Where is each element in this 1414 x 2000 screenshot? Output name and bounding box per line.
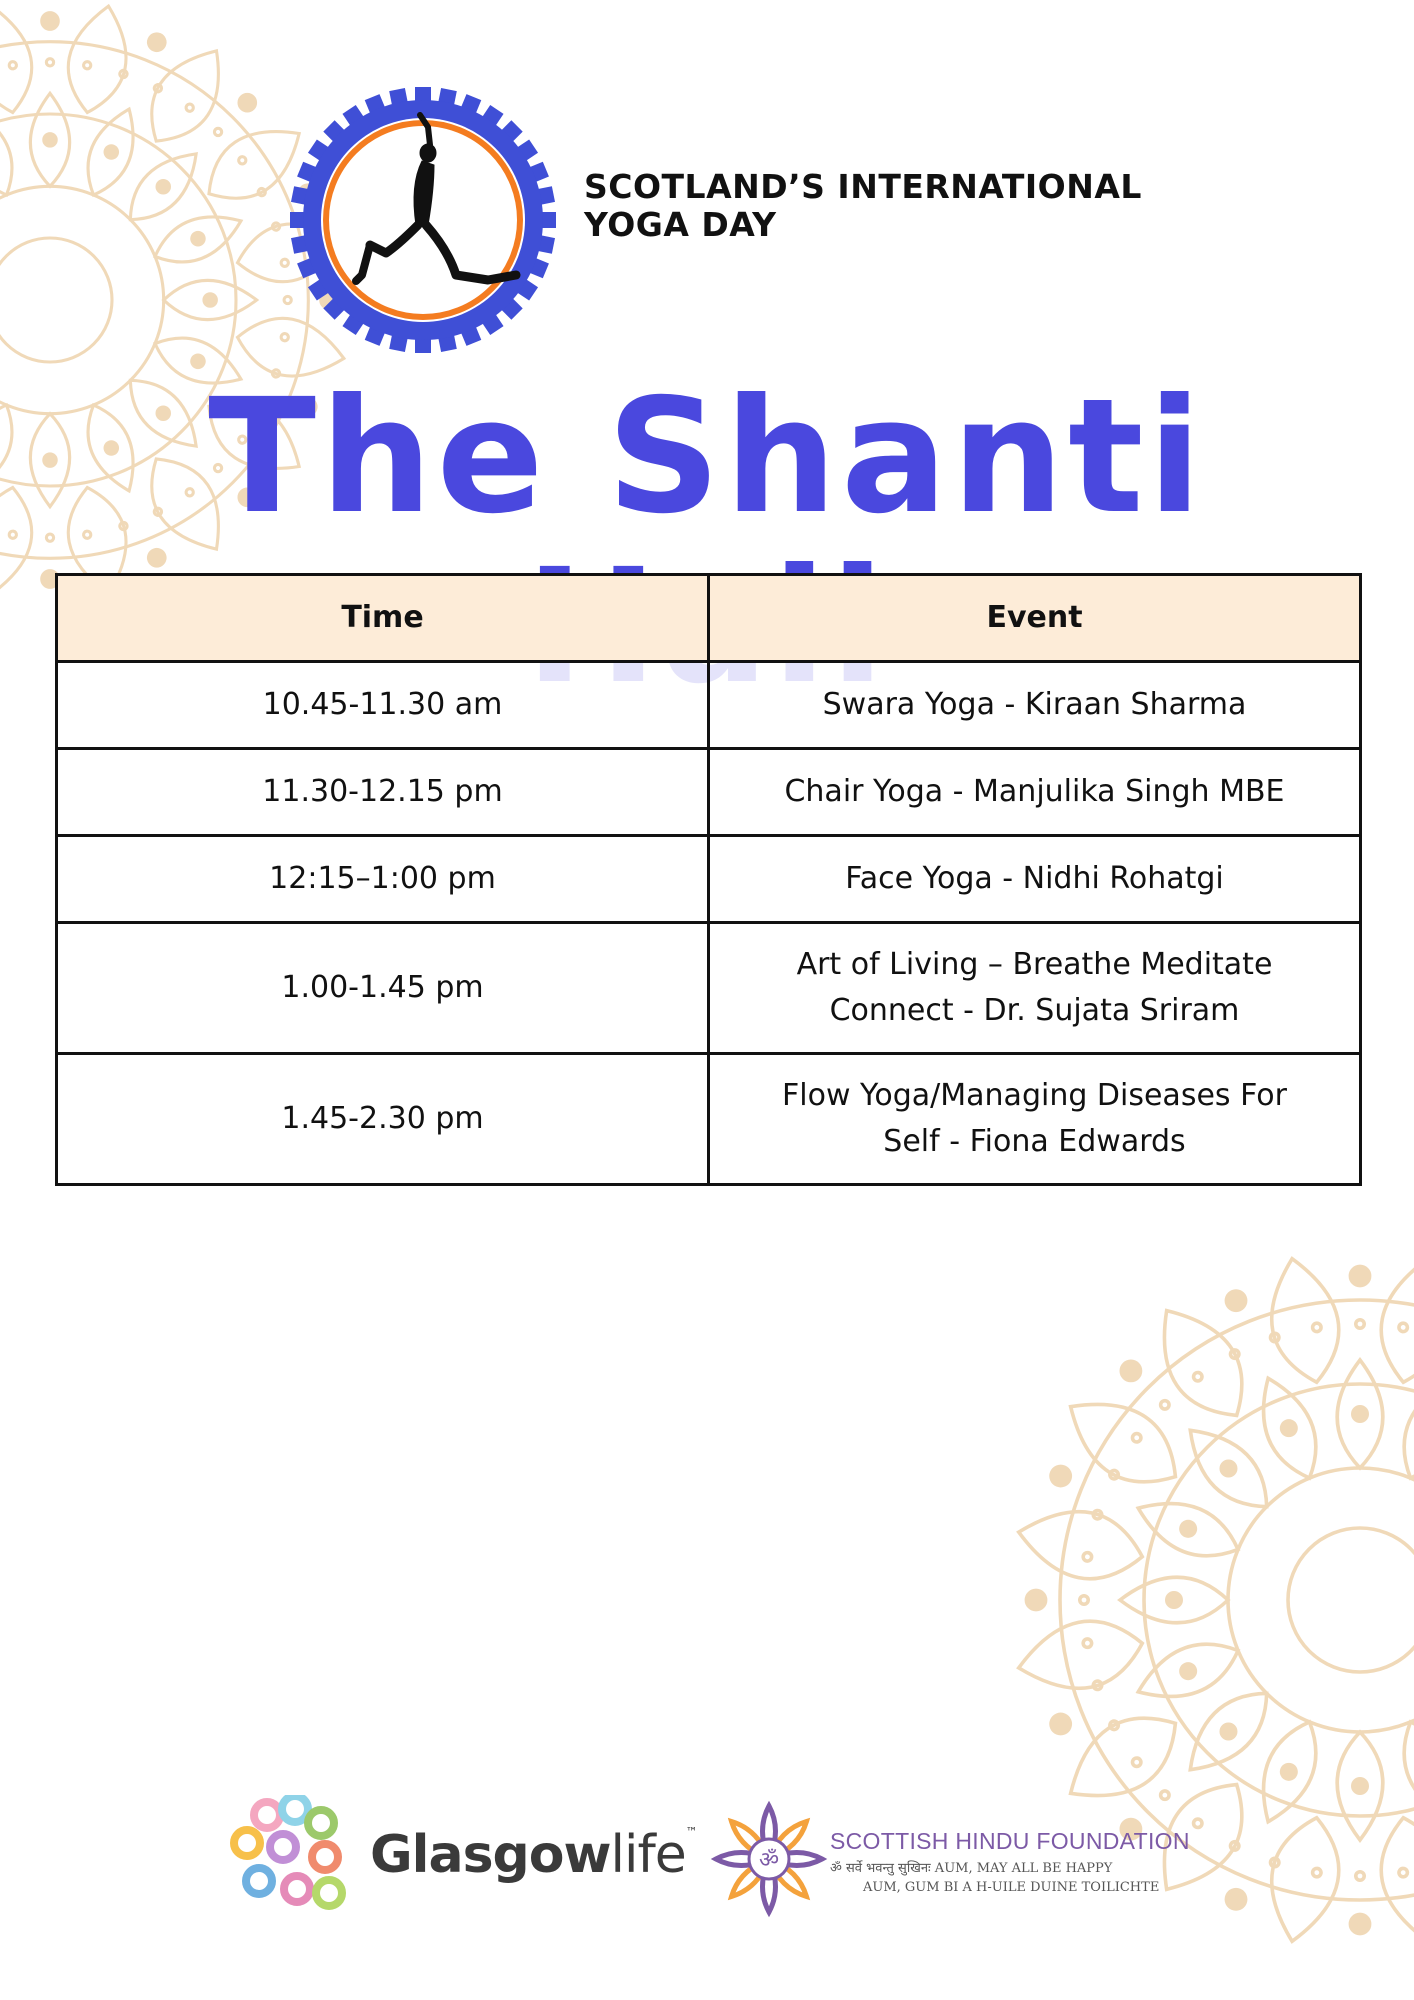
- glasgow-word: Glasgow: [370, 1825, 611, 1885]
- event-cell: [709, 836, 1361, 923]
- event-line: Face Yoga - Nidhi Rohatgi: [845, 861, 1224, 896]
- table-header-row: [57, 575, 1361, 662]
- trademark-mark: ™: [685, 1825, 697, 1839]
- foundation-motto-gaelic: AUM, GUM BI A H-UILE DUINE TOILICHTE: [863, 1880, 1160, 1895]
- foundation-name: SCOTTISH HINDU FOUNDATION: [830, 1828, 1190, 1854]
- brand-line-1: SCOTLAND’S INTERNATIONAL: [584, 167, 1142, 206]
- brand-line-2: YOGA DAY: [584, 205, 777, 244]
- event-cell: [709, 1054, 1361, 1185]
- page-title: The Shanti: [208, 365, 1206, 549]
- table-row: [57, 923, 1361, 1054]
- table-row: [57, 1054, 1361, 1185]
- event-line: Chair Yoga - Manjulika Singh MBE: [784, 774, 1285, 809]
- time-cell: 1.45-2.30 pm: [57, 1054, 709, 1185]
- scottish-hindu-foundation-logo: [710, 1800, 1230, 1920]
- time-cell: 12:15–1:00 pm: [57, 836, 709, 923]
- brand-name: [584, 168, 1142, 244]
- event-cell: [709, 662, 1361, 749]
- glasgow-life-logo: [225, 1795, 705, 1925]
- life-word: life: [610, 1825, 686, 1885]
- event-cell: [709, 749, 1361, 836]
- time-cell: 10.45-11.30 am: [57, 662, 709, 749]
- glasgow-life-rings-icon: [225, 1795, 355, 1925]
- table-row: [57, 836, 1361, 923]
- table-row: [57, 749, 1361, 836]
- event-line: Swara Yoga - Kiraan Sharma: [822, 687, 1247, 722]
- time-cell: 11.30-12.15 pm: [57, 749, 709, 836]
- glasgow-life-wordmark: [370, 1825, 697, 1885]
- table-row: [57, 662, 1361, 749]
- foundation-motto-line: ॐ सर्वे भवन्तु सुखिनः AUM, MAY ALL BE HAPPY: [830, 1861, 1113, 1876]
- column-header-time: Time: [57, 575, 709, 662]
- event-line: Self - Fiona Edwards: [883, 1124, 1186, 1159]
- om-lotus-icon: [710, 1800, 828, 1918]
- yoga-pose-gear-icon: [278, 75, 568, 365]
- time-cell: 1.00-1.45 pm: [57, 923, 709, 1054]
- svg-text:ॐ: ॐ: [758, 1848, 780, 1873]
- schedule-table: [55, 573, 1362, 1186]
- event-line: Art of Living – Breathe Meditate: [796, 947, 1273, 982]
- event-line: Flow Yoga/Managing Diseases For: [782, 1078, 1287, 1113]
- column-header-event: Event: [709, 575, 1361, 662]
- event-line: Connect - Dr. Sujata Sriram: [829, 993, 1240, 1028]
- event-cell: [709, 923, 1361, 1054]
